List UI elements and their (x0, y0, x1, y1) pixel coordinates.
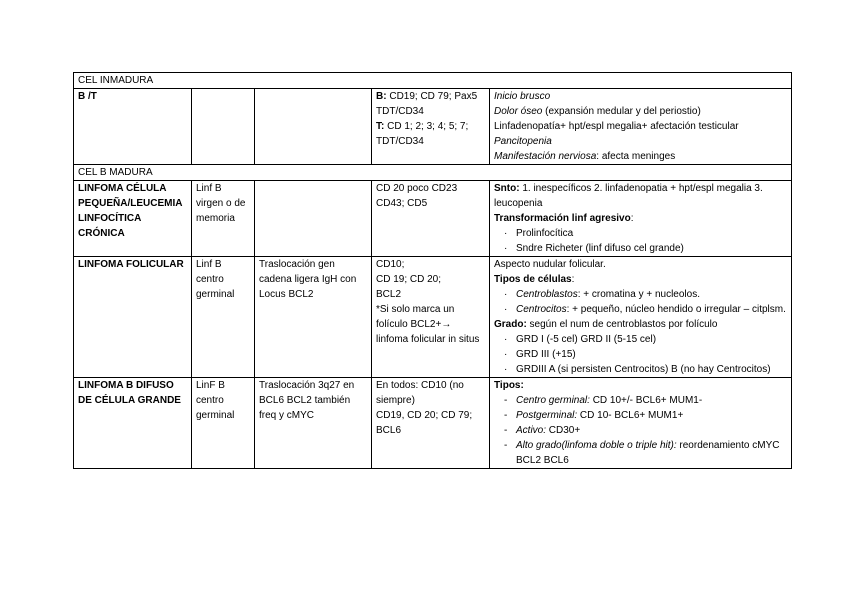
list-item: · GRD I (-5 cel) GRD II (5-15 cel) (504, 334, 657, 345)
entity-name-follicular: LINFOMA FOLICULAR (74, 257, 192, 378)
table-row-follicular (74, 257, 792, 378)
lymphoma-classification-table (73, 72, 792, 469)
clinical-features-dlbcl: Tipos: - Centro germinal: CD 10+/- BCL6+ MUM1- - Postgerminal: CD 10- BCL6+ MUM1+ - Activo: CD30+ - Alto grado(linfoma doble o triple hit): reordenamiento cMYC BCL2 BCL6 (490, 378, 792, 469)
table-row-dlbcl (74, 378, 792, 469)
entity-name-bt: B /T (74, 89, 192, 165)
list-item: · Prolinfocítica (504, 228, 574, 239)
list-item: · GRDIII A (si persisten Centrocitos) B (no hay Centrocitos) (504, 364, 771, 375)
cell-origin-bt (192, 89, 255, 165)
list-item: - Centro germinal: CD 10+/- BCL6+ MUM1- (504, 395, 703, 406)
genetics-dlbcl: Traslocación 3q27 en BCL6 BCL2 también freq y cMYC (255, 378, 372, 469)
markers-dlbcl: En todos: CD10 (no siempre) CD19, CD 20; CD 79; BCL6 (372, 378, 490, 469)
section-row-mature (74, 165, 792, 181)
entity-name-llc: LINFOMA CÉLULA PEQUEÑA/LEUCEMIA LINFOCÍTICA CRÓNICA (74, 181, 192, 257)
genetics-follicular: Traslocación gen cadena ligera IgH con Locus BCL2 (255, 257, 372, 378)
markers-llc: CD 20 poco CD23 CD43; CD5 (372, 181, 490, 257)
list-item: - Activo: CD30+ (504, 425, 581, 436)
clinical-features-bt: Inicio brusco Dolor óseo (expansión medular y del periostio) Linfadenopatía+ hpt/espl megalia+ afectación testicular Pancitopenia Manifestación nerviosa: afecta meninges (490, 89, 792, 165)
list-item: · Centroblastos: + cromatina y + nucleolos. (504, 289, 700, 300)
list-item: · Centrocitos: + pequeño, núcleo hendido o irregular – citplsm. (504, 304, 786, 315)
list-item: · Sndre Richeter (linf difuso cel grande) (504, 243, 684, 254)
genetics-llc (255, 181, 372, 257)
clinical-features-llc: Snto: 1. inespecíficos 2. linfadenopatia + hpt/espl megalia 3. leucopenia Transformación linf agresivo: · Prolinfocítica · Sndre Richeter (linf difuso cel grande) (490, 181, 792, 257)
table-row-llc (74, 181, 792, 257)
table-row-bt (74, 89, 792, 165)
section-header-mature: CEL B MADURA (74, 165, 792, 181)
list-item: - Postgerminal: CD 10- BCL6+ MUM1+ (504, 410, 684, 421)
clinical-features-follicular: Aspecto nudular folicular. Tipos de células: · Centroblastos: + cromatina y + nucleolos. · Centrocitos: + pequeño, núcleo hendido o irregular – citplsm. Grado: según el num de centroblastos por folículo · GRD I (-5 cel) GRD II (5-15 cel) · GRD III (+15) · GRDIII A (si persisten Centrocitos) B (no hay Centrocitos) (490, 257, 792, 378)
section-row-immature (74, 73, 792, 89)
genetics-bt (255, 89, 372, 165)
cell-origin-dlbcl: LinF B centro germinal (192, 378, 255, 469)
cell-origin-follicular: Linf B centro germinal (192, 257, 255, 378)
entity-name-dlbcl: LINFOMA B DIFUSO DE CÉLULA GRANDE (74, 378, 192, 469)
markers-bt: B: CD19; CD 79; Pax5 TDT/CD34 T: CD 1; 2; 3; 4; 5; 7; TDT/CD34 (372, 89, 490, 165)
cell-origin-llc: Linf B virgen o de memoria (192, 181, 255, 257)
list-item: - Alto grado(linfoma doble o triple hit): reordenamiento cMYC BCL2 BCL6 (504, 440, 780, 466)
section-header-immature: CEL INMADURA (74, 73, 792, 89)
list-item: · GRD III (+15) (504, 349, 576, 360)
markers-follicular: CD10; CD 19; CD 20; BCL2 *Si solo marca un folículo BCL2+→ linfoma folicular in situs (372, 257, 490, 378)
